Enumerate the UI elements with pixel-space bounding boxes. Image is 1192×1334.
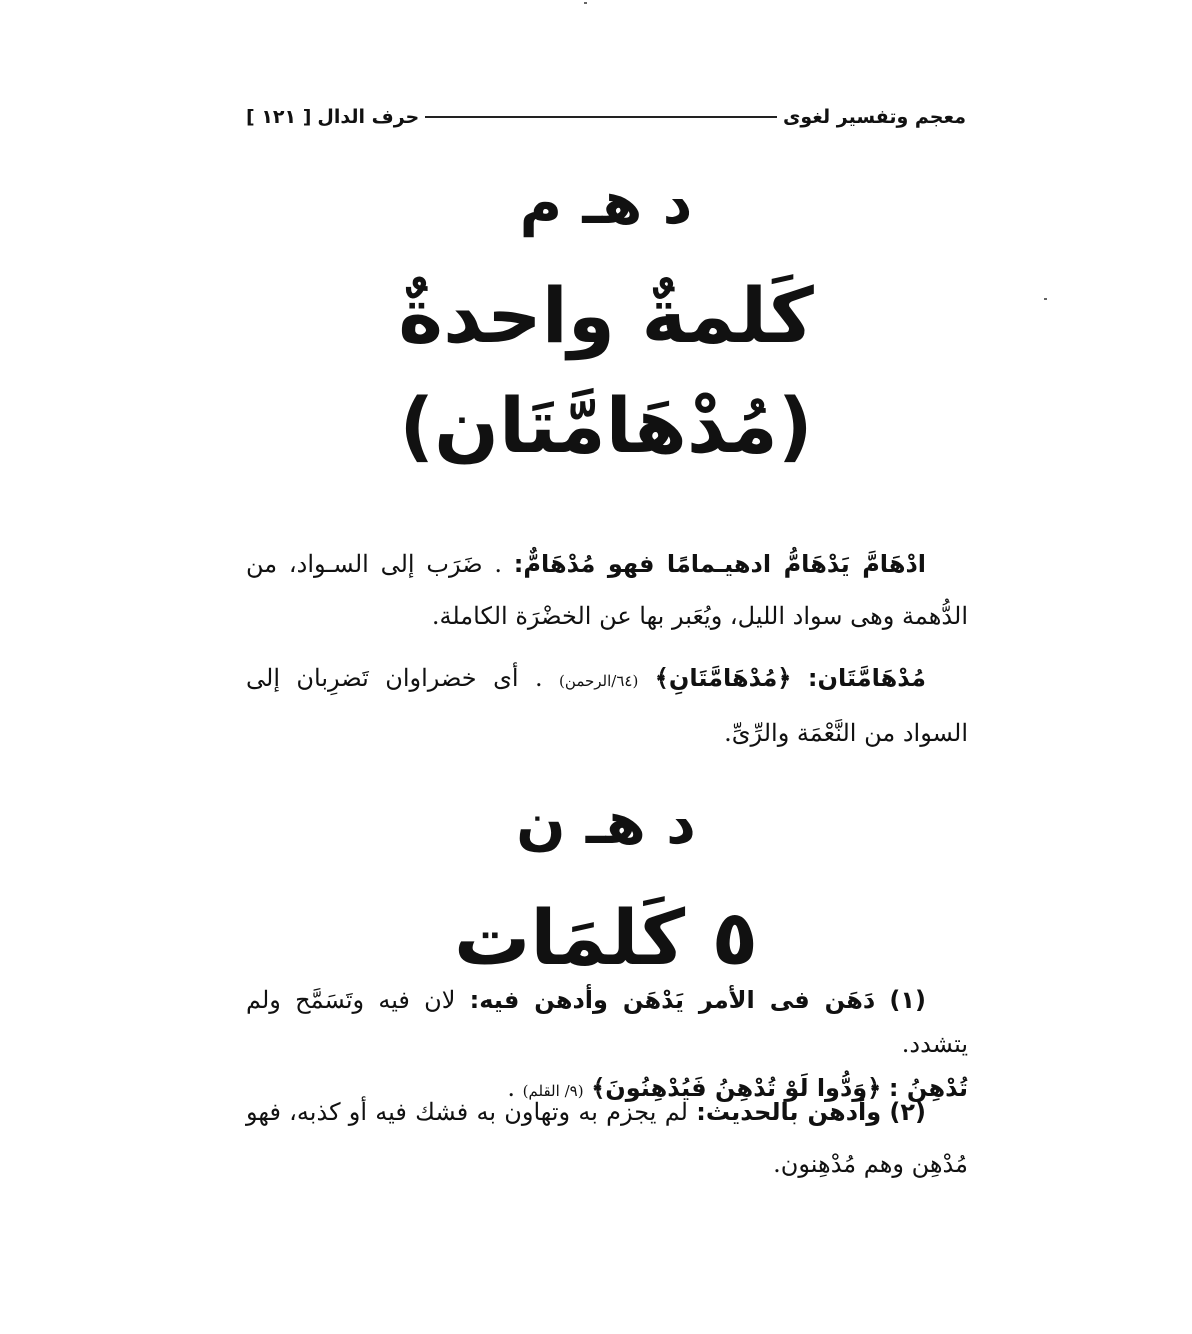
section-name: حرف الدال	[317, 106, 420, 128]
word-count-heading: ٥ كَلمَات	[454, 893, 758, 982]
scan-speck	[584, 2, 587, 4]
headword-heading: (مُدْهَامَّتَان)	[399, 381, 813, 470]
entry-text: لان فيه وتَسَمَّح ولم يتشدد.	[246, 986, 968, 1058]
entry-number: (١)	[889, 986, 926, 1014]
entry-head: دَهَن فى الأمر يَدْهَن وأدهن فيه:	[469, 986, 876, 1014]
word-count-heading: كَلمةٌ واحدةٌ	[398, 271, 814, 360]
scan-speck	[1044, 298, 1047, 300]
running-header	[246, 102, 966, 132]
quoted-word: تُدْهِنُ :	[888, 1074, 968, 1102]
quran-quote: ﴿وَدُّوا لَوْ تُدْهِنُ فَيُدْهِنُونَ﴾	[591, 1074, 882, 1102]
verse-reference: (٩/ القلم)	[522, 1082, 584, 1100]
quran-quote: ﴿مُدْهَامَّتَانِ﴾	[654, 664, 792, 692]
verse-reference: (٦٤/الرحمن)	[559, 672, 639, 690]
entry-adhana	[246, 1086, 968, 1190]
entry-end: .	[507, 1074, 516, 1102]
entry-idhamma	[246, 538, 968, 642]
root-heading-dhn: د هـ ن	[516, 789, 696, 857]
entry-head: مُدْهَامَّتَان:	[807, 664, 926, 692]
root-heading-dhm: د هـ م	[519, 169, 693, 237]
entry-text: . أى خضراوان تَضرِبان إلى السواد من النَّعْمَة والرِّىِّ.	[246, 664, 968, 747]
book-title: معجم وتفسير لغوى	[782, 106, 966, 128]
page-number: [ ١٢١ ]	[246, 106, 312, 128]
header-rule	[425, 116, 777, 118]
entry-number: (٢)	[889, 1098, 927, 1126]
entry-head: ادْهَامَّ يَدْهَامُّ ادهيـمامًا فهو مُدْهَامٌّ:	[513, 550, 926, 578]
entry-text: لم يجزم به وتهاون به فشك فيه أو كذبه، فهو مُدْهِن وهم مُدْهِنون.	[246, 1098, 968, 1178]
entry-mudhammatan	[246, 652, 968, 759]
entry-head: وأدهن بالحديث:	[696, 1098, 882, 1126]
entry-text: . ضَرَب إلى السـواد، من الدُّهمة وهى سواد الليل، ويُعَبر بها عن الخضْرَة الكاملة.	[246, 550, 968, 630]
